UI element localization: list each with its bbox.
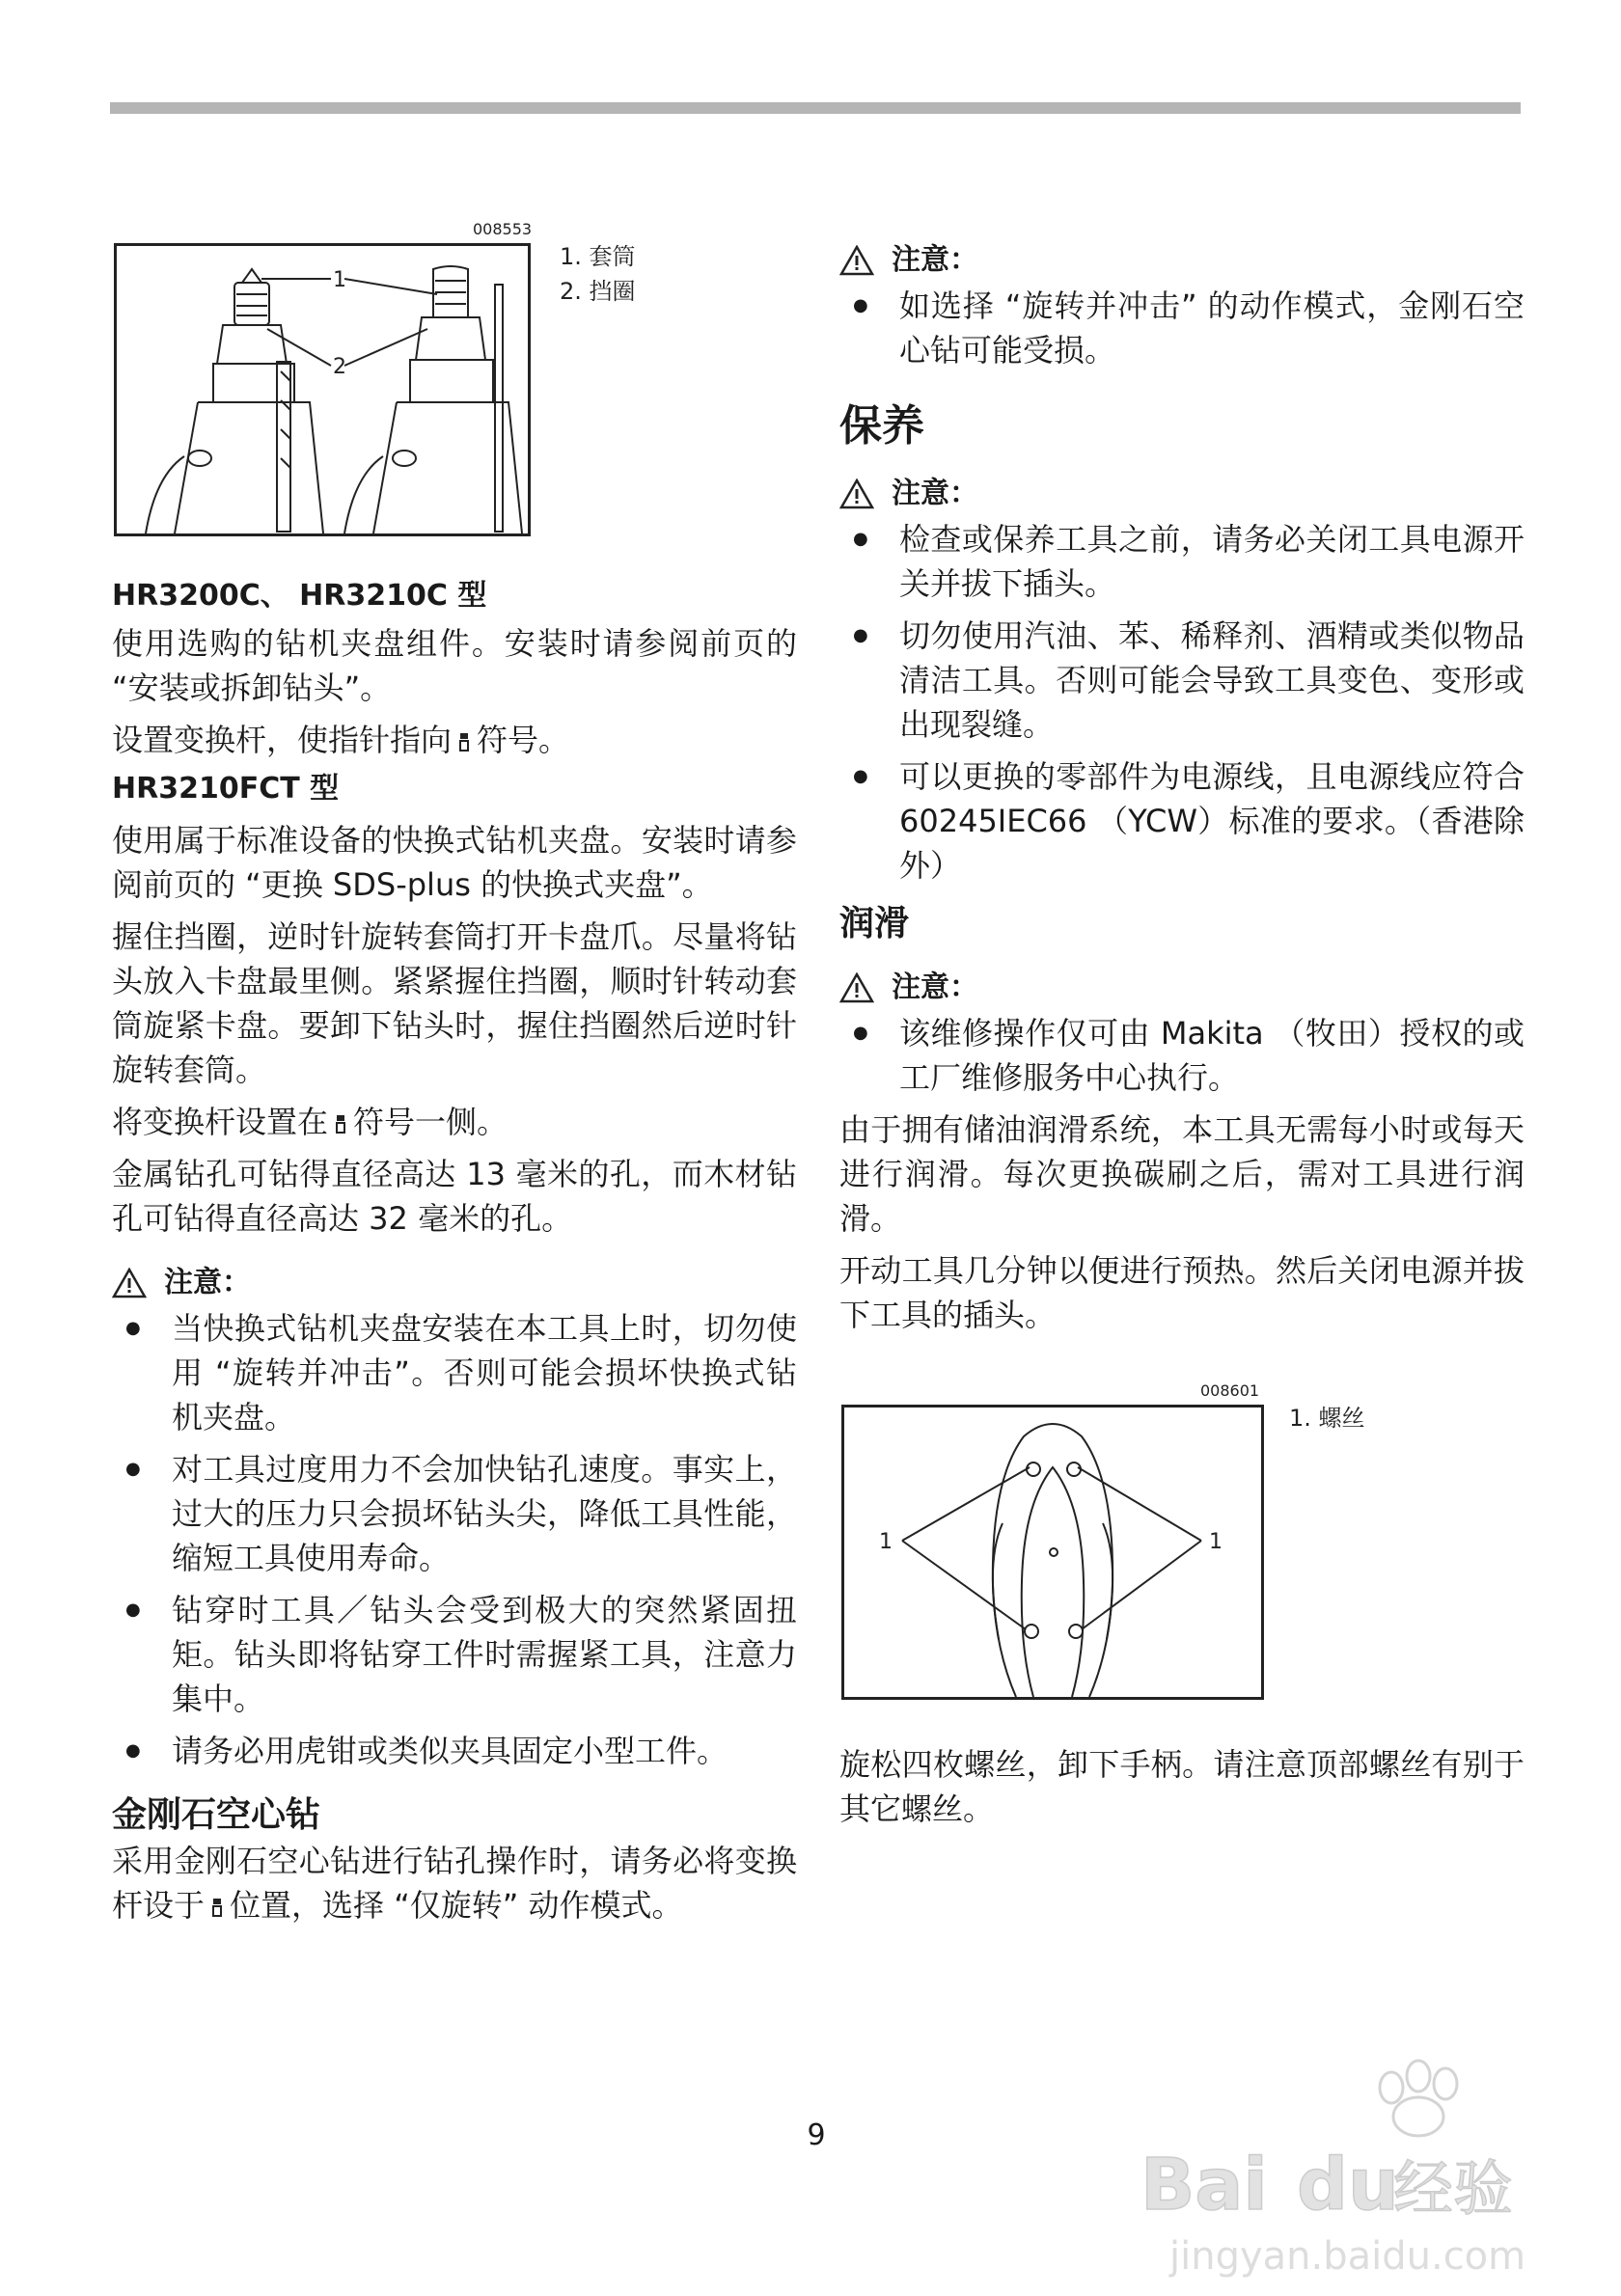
model2-p3: 将变换杆设置在 符号一侧。 [112, 1104, 508, 1140]
warning-triangle-icon [839, 245, 874, 276]
list-item: ● 请务必用虎钳或类似夹具固定小型工件。 [112, 1729, 797, 1773]
caution-heading: 注意： [839, 967, 1525, 1009]
maintenance-title: 保养 [839, 401, 924, 451]
watermark-brand: Bai [1140, 2144, 1268, 2227]
warning-triangle-icon [839, 478, 874, 509]
model2-p4: 金属钻孔可钻得直径高达 13 毫米的孔，而木材钻孔可钻得直径高达 32 毫米的孔。 [112, 1156, 797, 1237]
caution-heading: 注意： [839, 239, 1525, 282]
hammer-symbol-icon [210, 1897, 224, 1918]
legend-item: 1. 螺丝 [1289, 1405, 1365, 1432]
model2-p1: 使用属于标准设备的快换式钻机夹盘。安装时请参阅前页的 “更换 SDS-plus 的快换式夹盘”。 [112, 822, 797, 903]
caution-list [112, 1306, 797, 1773]
list-item: ● 可以更换的零部件为电源线，且电源线应符合 60245IEC66 （YCW）标准的要求。（香港除外） [839, 754, 1525, 888]
watermark-brand-2: du [1297, 2144, 1399, 2227]
diamond-core-p: 采用金刚石空心钻进行钻孔操作时，请务必将变换杆设于 位置，选择 “仅旋转” 动作模式。 [112, 1843, 797, 1924]
figure-code: 008601 [1200, 1381, 1260, 1400]
figure-chuck [114, 243, 531, 536]
model1-title: HR3200C、 HR3210C 型 [112, 579, 487, 613]
callout-1: 1 [879, 1530, 893, 1554]
watermark-url: jingyan.baidu.com [1169, 2234, 1526, 2279]
lubrication-title: 润滑 [839, 904, 910, 943]
model1-p1: 使用选购的钻机夹盘组件。安装时请参阅前页的 “安装或拆卸钻头”。 [112, 625, 797, 706]
baidu-jingyan-watermark [1131, 2055, 1536, 2286]
after-figure-p: 旋松四枚螺丝，卸下手柄。请注意顶部螺丝有别于其它螺丝。 [839, 1746, 1525, 1827]
callout-1: 1 [1209, 1530, 1223, 1554]
caution-list [839, 517, 1525, 888]
model2-p2: 握住挡圈，逆时针旋转套筒打开卡盘爪。尽量将钻头放入卡盘最里侧。紧紧握住挡圈，顺时针转动套筒旋紧卡盘。要卸下钻头时，握住挡圈然后逆时针旋转套筒。 [112, 918, 797, 1088]
model2-title: HR3210FCT 型 [112, 772, 340, 806]
tool-top-view-illustration [844, 1408, 1261, 1697]
list-item: ● 钻穿时工具／钻头会受到极大的突然紧固扭矩。钻头即将钻穿工件时需握紧工具，注意力集中。 [112, 1588, 797, 1721]
list-item: ● 该维修操作仅可由 Makita （牧田）授权的或工厂维修服务中心执行。 [839, 1011, 1525, 1100]
left-text-block [112, 577, 797, 1935]
list-item: ● 切勿使用汽油、苯、稀释剂、酒精或类似物品清洁工具。否则可能会导致工具变色、变形或出现裂缝。 [839, 614, 1525, 747]
header-rule [110, 102, 1521, 114]
hammer-symbol-icon [457, 731, 471, 752]
figure-code: 008553 [473, 220, 533, 238]
lubrication-p1: 由于拥有储油润滑系统，本工具无需每小时或每天进行润滑。每次更换碳刷之后，需对工具进行润滑。 [839, 1111, 1525, 1237]
caution-heading: 注意： [112, 1262, 797, 1304]
warning-triangle-icon [112, 1268, 147, 1298]
list-item: ● 对工具过度用力不会加快钻孔速度。事实上，过大的压力只会损坏钻头尖，降低工具性能，缩短工具使用寿命。 [112, 1447, 797, 1580]
warning-triangle-icon [839, 972, 874, 1003]
callout-1: 1 [333, 268, 346, 292]
caution-list [839, 284, 1525, 372]
right-text-block-bottom [839, 1742, 1525, 1839]
lubrication-p2: 开动工具几分钟以便进行预热。然后关闭电源并拔下工具的插头。 [839, 1252, 1525, 1333]
caution-list [839, 1011, 1525, 1100]
legend-item: 1. 套筒 [560, 243, 636, 270]
page-number: 9 [807, 2118, 826, 2152]
figure-legend [560, 239, 636, 309]
callout-2: 2 [333, 355, 346, 379]
list-item: ● 检查或保养工具之前，请务必关闭工具电源开关并拔下插头。 [839, 517, 1525, 606]
list-item: ● 当快换式钻机夹盘安装在本工具上时，切勿使用 “旋转并冲击”。否则可能会损坏快换式钻机夹盘。 [112, 1306, 797, 1439]
figure-legend [1289, 1401, 1365, 1435]
watermark-suffix: 经验 [1393, 2153, 1514, 2224]
model1-p2: 设置变换杆，使指针指向 符号。 [112, 722, 570, 758]
diamond-core-title: 金刚石空心钻 [112, 1795, 321, 1835]
drill-chuck-illustration [117, 246, 528, 533]
caution-heading: 注意： [839, 473, 1525, 515]
right-text-block-top [839, 239, 1525, 1345]
hammer-symbol-icon [334, 1113, 347, 1134]
list-item: ● 如选择 “旋转并冲击” 的动作模式，金刚石空心钻可能受损。 [839, 284, 1525, 372]
figure-screws [841, 1405, 1264, 1700]
legend-item: 2. 挡圈 [560, 278, 636, 305]
